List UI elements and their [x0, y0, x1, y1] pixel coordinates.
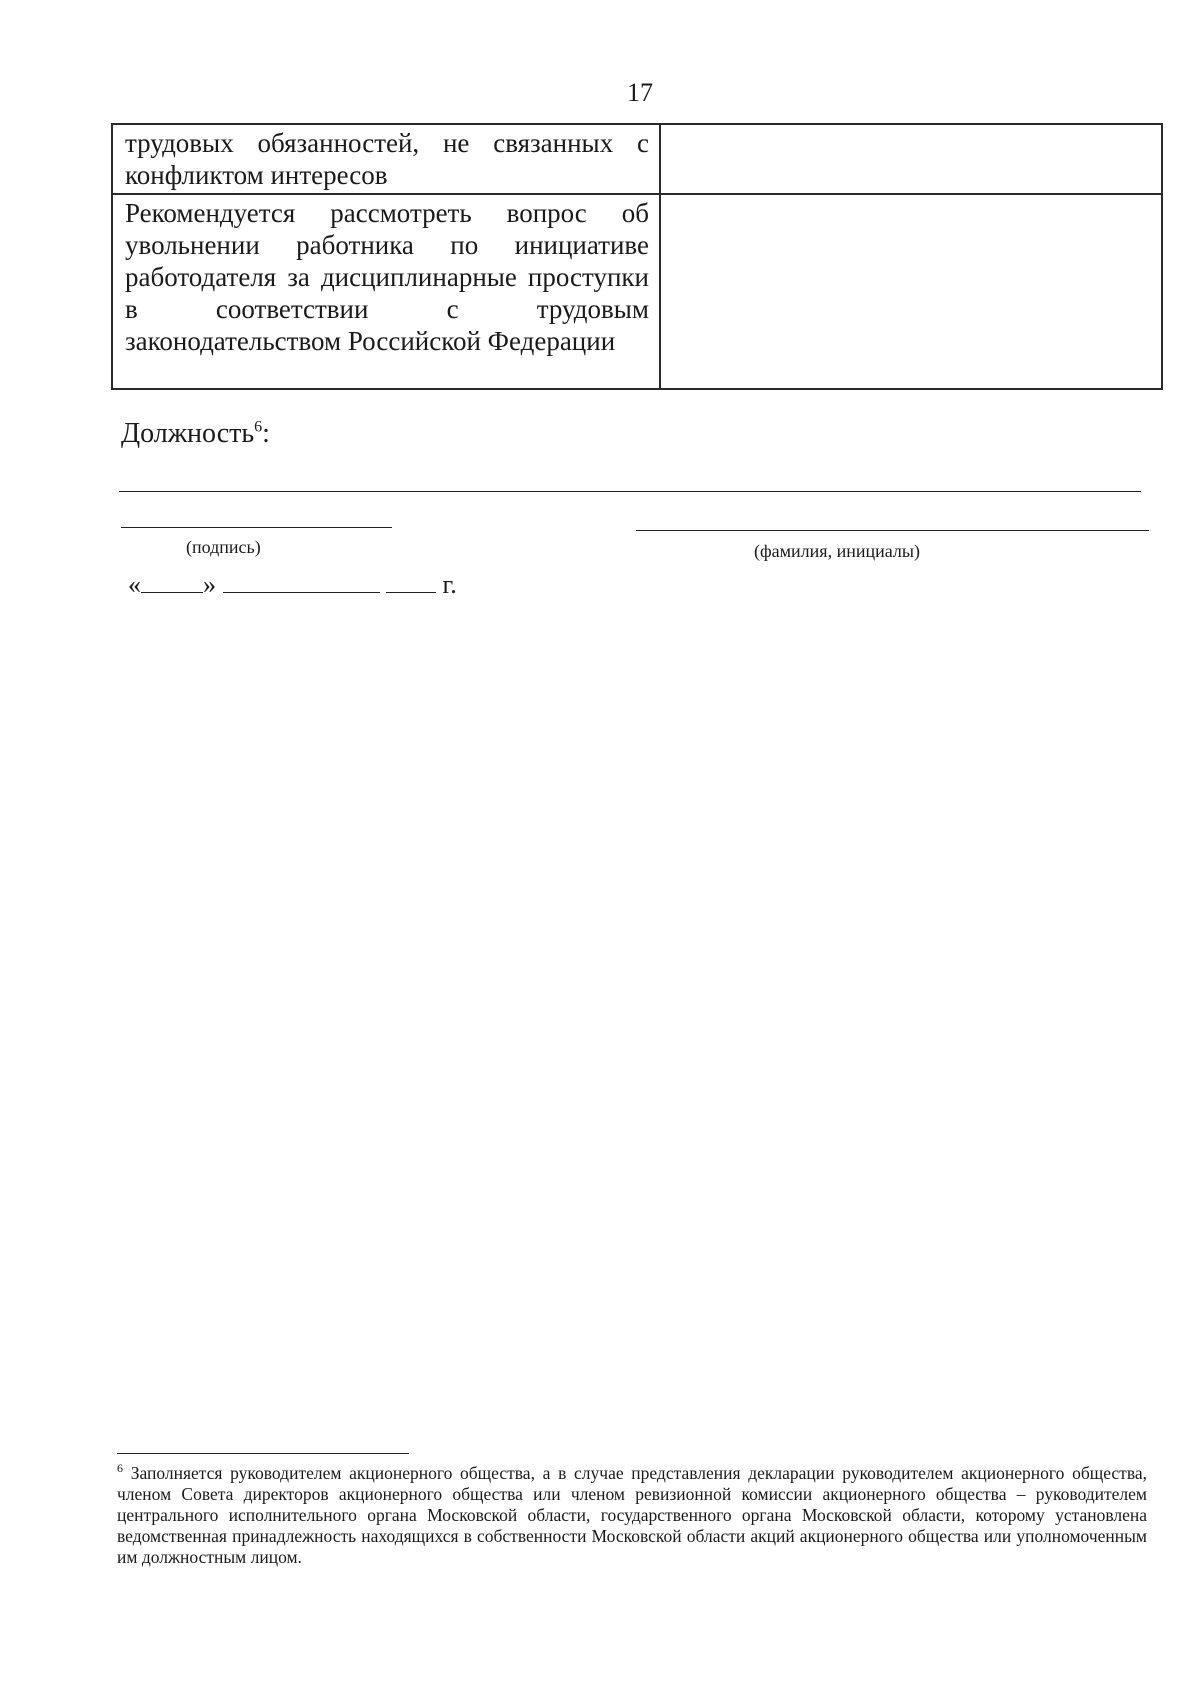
date-year-suffix: г.: [442, 570, 457, 599]
footnote-separator: [117, 1453, 409, 1454]
date-year-blank[interactable]: [386, 572, 436, 593]
page-number: 17: [627, 78, 653, 107]
date-close-quote: »: [203, 570, 216, 599]
footnote: [117, 1458, 1147, 1568]
measures-table: [111, 123, 1163, 390]
date-open-quote: «: [128, 570, 141, 599]
date-line: [128, 570, 457, 600]
footnote-text: Заполняется руководителем акционерного общества, а в случае представления декларации руководителем акционерного общества, членом Совета директоров акционерного общества или членом ревизионной комиссии акционерного общества – руководителем центрального исполнительного органа Московской области, государственного органа Московской области, которому установлена ведомственная принадлежность находящихся в собственности Московской области акций акционерного общества или уполномоченным им должностным лицом.: [117, 1462, 1147, 1567]
footnote-reference: 6: [254, 418, 263, 436]
footnote-marker: 6: [117, 1461, 123, 1475]
measure-text: Рекомендуется рассмотреть вопрос об увольнении работника по инициативе работодателя за дисциплинарные проступки в соответствии с трудовым законодательством Российской Федерации: [125, 198, 649, 356]
date-month-blank[interactable]: [223, 572, 380, 593]
position-colon: :: [262, 418, 270, 449]
table-row: [112, 194, 1162, 389]
signature-line[interactable]: [121, 527, 392, 528]
position-fill-line[interactable]: [119, 491, 1141, 492]
table-cell-measure: [112, 124, 660, 194]
table-cell-empty[interactable]: [660, 124, 1162, 194]
table-cell-measure: [112, 194, 660, 389]
name-line[interactable]: [636, 530, 1149, 531]
date-day-blank[interactable]: [141, 572, 203, 593]
position-label-text: Должность: [121, 418, 255, 449]
table-cell-empty[interactable]: [660, 194, 1162, 389]
signature-caption: (подпись): [186, 537, 261, 557]
position-label: [121, 418, 270, 450]
name-caption: (фамилия, инициалы): [754, 541, 920, 561]
measure-text: трудовых обязанностей, не связанных с конфликтом интересов: [125, 128, 649, 190]
table-row: [112, 124, 1162, 194]
